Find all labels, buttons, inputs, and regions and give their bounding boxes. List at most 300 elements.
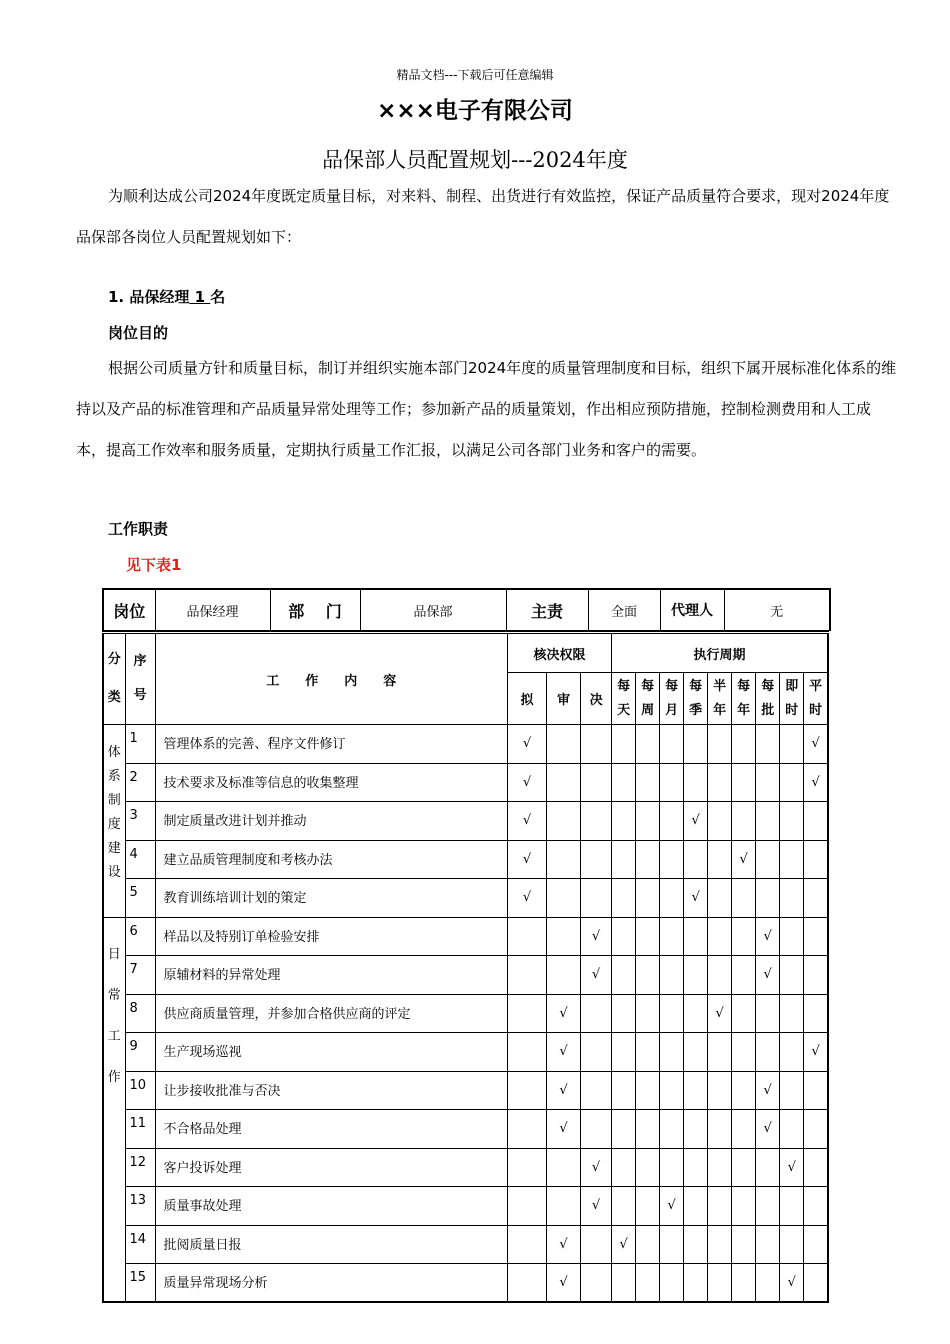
cycle-col-char: 每 [617,678,631,694]
category-char: 设 [107,865,121,880]
cycle-cell [708,879,732,918]
authority-cell [507,1225,546,1264]
category-cell [103,917,125,1302]
cycle-cell [780,994,804,1033]
table-row [103,956,828,995]
authority-cell [581,763,612,802]
cycle-cell [708,1225,732,1264]
cycle-cell [804,1187,828,1226]
cycle-cell [708,1033,732,1072]
cycle-cell [612,1110,636,1149]
authority-cell: √ [581,917,612,956]
cycle-cell [708,1187,732,1226]
category-char: 体 [107,745,121,760]
cycle-col [612,673,636,725]
cycle-cell: √ [804,725,828,764]
authority-cell [581,879,612,918]
cycle-cell [780,725,804,764]
purpose-heading: 岗位目的 [108,324,169,342]
authority-cell [581,1225,612,1264]
cycle-cell [780,802,804,841]
authority-cell [547,1187,581,1226]
cycle-col-char: 时 [809,702,823,718]
cycle-cell [756,1225,780,1264]
cycle-cell [780,1071,804,1110]
category-char: 工 [107,1028,121,1044]
cycle-cell [732,763,756,802]
duties-heading: 工作职责 [108,520,169,538]
authority-col: 审 [547,673,581,725]
cycle-cell [684,956,708,995]
row-task: 让步接收批准与否决 [155,1071,507,1110]
row-task: 样品以及特别订单检验安排 [155,917,507,956]
cycle-cell [732,725,756,764]
dept-label: 部 门 [270,589,360,631]
authority-cell: √ [507,763,546,802]
row-number: 11 [125,1110,155,1149]
authority-cell: √ [581,1187,612,1226]
cycle-cell [636,802,660,841]
cycle-col-char: 天 [617,702,631,718]
cycle-cell: √ [756,1071,780,1110]
cycle-cell [612,879,636,918]
cycle-col-char: 年 [713,702,727,718]
authority-cell [507,917,546,956]
cycle-cell [612,1187,636,1226]
cycle-cell [804,1264,828,1303]
cycle-cell: √ [660,1187,684,1226]
authority-cell [581,1264,612,1303]
cycle-cell [804,1071,828,1110]
company-title: ×××电子有限公司 [377,98,573,124]
cycle-cell [708,725,732,764]
cycle-cell [732,1110,756,1149]
row-task: 教育训练培训计划的策定 [155,879,507,918]
table-row [103,1225,828,1264]
cycle-col [804,673,828,725]
cycle-cell [684,840,708,879]
row-number: 1 [125,725,155,764]
cycle-cell [684,725,708,764]
cycle-cell [780,956,804,995]
cycle-cell [732,994,756,1033]
col-category-char: 分 [107,652,121,667]
cycle-cell [612,994,636,1033]
authority-cell [581,1033,612,1072]
resp-value: 全面 [588,589,660,631]
row-number: 3 [125,802,155,841]
cycle-cell [732,1264,756,1303]
dept-value: 品保部 [360,589,506,631]
cycle-cell [684,763,708,802]
cycle-cell [636,763,660,802]
cycle-cell [660,917,684,956]
authority-cell: √ [547,1033,581,1072]
cycle-col [780,673,804,725]
intro-paragraph: 为顺利达成公司2024年度既定质量目标，对来料、制程、出货进行有效监控，保证产品质量符合要求，现对2024年度品保部各岗位人员配置规划如下： [76,187,890,246]
cycle-col-char: 年 [737,702,751,718]
cycle-cell [612,956,636,995]
cycle-cell: √ [708,994,732,1033]
cycle-cell [780,1225,804,1264]
cycle-cell [756,879,780,918]
duty-table [102,588,829,1291]
cycle-col [708,673,732,725]
cycle-cell [708,1110,732,1149]
cycle-cell: √ [780,1264,804,1303]
cycle-cell [708,1148,732,1187]
agent-value: 无 [724,589,830,631]
section-suffix: 名 [210,288,226,306]
cycle-cell [804,994,828,1033]
cycle-cell [636,994,660,1033]
cycle-cell [636,1148,660,1187]
authority-cell: √ [547,994,581,1033]
cycle-cell [660,725,684,764]
col-seq [125,633,155,725]
header-row [103,633,828,673]
cycle-cell [636,1187,660,1226]
authority-cell [547,802,581,841]
cycle-cell [684,994,708,1033]
cycle-cell [636,840,660,879]
row-task: 不合格品处理 [155,1110,507,1149]
table-row [103,802,828,841]
category-char: 度 [107,817,121,832]
authority-cell [507,956,546,995]
table-row [103,763,828,802]
see-table-note: 见下表1 [126,556,182,574]
cycle-col-char: 平 [809,678,823,694]
cycle-cell [708,1071,732,1110]
category-char: 常 [107,987,121,1003]
authority-cell [581,994,612,1033]
cycle-col-char: 即 [785,678,799,694]
cycle-cell [756,840,780,879]
cycle-cell [804,840,828,879]
purpose-paragraph: 根据公司质量方针和质量目标，制订并组织实施本部门2024年度的质量管理制度和目标，组织下属开展标准化体系的维持以及产品的标准管理和产品质量异常处理等工作；参加新产品的质量策划，作出相应预防措施，控制检测费用和人工成本，提高工作效率和服务质量，定期执行质量工作汇报，以满足公司各部门业务和客户的需要。 [76,359,897,459]
authority-cell: √ [507,879,546,918]
category-cell [103,725,125,918]
duty-grid [102,631,829,1303]
cycle-cell [636,1071,660,1110]
resp-label: 主责 [506,589,588,631]
cycle-cell [780,1033,804,1072]
document-subtitle: 品保部人员配置规划---2024年度 [322,148,628,172]
cycle-cell [612,1148,636,1187]
cycle-cell [684,1264,708,1303]
cycle-cell [660,1033,684,1072]
table-row [103,879,828,918]
cycle-cell [612,763,636,802]
cycle-cell [660,956,684,995]
authority-cell [581,725,612,764]
cycle-cell: √ [612,1225,636,1264]
row-number: 13 [125,1187,155,1226]
header-note: 精品文档---下载后可任意编辑 [396,68,554,82]
cycle-cell [636,1225,660,1264]
category-char: 系 [107,769,121,784]
cycle-cell [780,1110,804,1149]
cycle-cell [660,1264,684,1303]
post-label: 岗位 [103,589,155,631]
cycle-cell [612,1033,636,1072]
cycle-cell [684,1148,708,1187]
row-number: 5 [125,879,155,918]
row-task: 质量异常现场分析 [155,1264,507,1303]
cycle-cell [732,1071,756,1110]
row-task: 技术要求及标准等信息的收集整理 [155,763,507,802]
table-row [103,1148,828,1187]
cycle-cell [708,802,732,841]
table-row [103,1071,828,1110]
category-char: 制 [107,793,121,808]
cycle-cell [612,917,636,956]
authority-cell: √ [507,725,546,764]
authority-cell [507,994,546,1033]
cycle-cell [732,956,756,995]
cycle-cell: √ [756,956,780,995]
cycle-cell [804,1110,828,1149]
cycle-cell [780,879,804,918]
row-number: 7 [125,956,155,995]
cycle-cell [660,879,684,918]
authority-cell [507,1071,546,1110]
authority-col: 决 [581,673,612,725]
cycle-cell [804,917,828,956]
cycle-col-char: 每 [689,678,703,694]
cycle-col-char: 每 [761,678,775,694]
cycle-cell [636,1110,660,1149]
cycle-col-char: 每 [665,678,679,694]
cycle-col [660,673,684,725]
cycle-cell [756,994,780,1033]
row-number: 14 [125,1225,155,1264]
table-header-info [102,588,831,631]
cycle-col [636,673,660,725]
cycle-col [684,673,708,725]
cycle-cell [636,1264,660,1303]
cycle-cell [660,802,684,841]
row-number: 9 [125,1033,155,1072]
cycle-cell [684,1033,708,1072]
cycle-cell: √ [684,879,708,918]
cycle-cell [732,879,756,918]
col-category-char: 类 [107,690,121,705]
cycle-cell [804,956,828,995]
authority-cell [507,1264,546,1303]
authority-cell [547,763,581,802]
cycle-col-char: 每 [737,678,751,694]
cycle-cell [708,1264,732,1303]
table-row [103,725,828,764]
cycle-cell [732,1187,756,1226]
cycle-header: 执行周期 [612,633,828,673]
col-category [103,633,125,725]
cycle-cell [660,1225,684,1264]
cycle-cell [612,1071,636,1110]
cycle-cell [636,879,660,918]
cycle-cell: √ [804,763,828,802]
row-task: 原辅材料的异常处理 [155,956,507,995]
authority-cell: √ [581,1148,612,1187]
row-task: 建立品质管理制度和考核办法 [155,840,507,879]
cycle-cell [612,725,636,764]
authority-cell [581,1110,612,1149]
category-char: 建 [107,841,121,856]
section-prefix: 1. 品保经理 [108,288,190,306]
cycle-cell [780,763,804,802]
row-task: 制定质量改进计划并推动 [155,802,507,841]
cycle-cell [612,802,636,841]
row-number: 6 [125,917,155,956]
cycle-col-char: 周 [641,702,655,718]
authority-cell: √ [507,840,546,879]
cycle-cell [780,840,804,879]
cycle-cell: √ [780,1148,804,1187]
category-char: 作 [107,1069,121,1085]
table-row [103,840,828,879]
authority-cell [507,1187,546,1226]
authority-cell: √ [547,1110,581,1149]
cycle-cell [756,1264,780,1303]
col-seq-char: 序 [133,654,147,669]
authority-cell [507,1110,546,1149]
row-task: 批阅质量日报 [155,1225,507,1264]
row-number: 10 [125,1071,155,1110]
cycle-cell [756,802,780,841]
cycle-col-char: 半 [713,678,727,694]
cycle-cell [684,1071,708,1110]
cycle-col-char: 每 [641,678,655,694]
cycle-cell [756,763,780,802]
authority-cell: √ [507,802,546,841]
col-content: 工 作 内 容 [155,633,507,725]
cycle-cell [684,1225,708,1264]
cycle-cell: √ [756,1110,780,1149]
cycle-cell [636,956,660,995]
cycle-cell [660,840,684,879]
cycle-cell [636,725,660,764]
table-row [103,1033,828,1072]
cycle-cell [660,994,684,1033]
cycle-cell [708,917,732,956]
row-task: 管理体系的完善、程序文件修订 [155,725,507,764]
cycle-cell [660,1148,684,1187]
cycle-cell [684,1110,708,1149]
authority-cell [547,1148,581,1187]
cycle-cell [732,917,756,956]
row-number: 4 [125,840,155,879]
category-char: 日 [107,946,121,962]
row-task: 质量事故处理 [155,1187,507,1226]
cycle-cell: √ [684,802,708,841]
cycle-cell [756,1187,780,1226]
cycle-col [756,673,780,725]
cycle-cell [804,1225,828,1264]
authority-cell: √ [547,1264,581,1303]
row-task: 生产现场巡视 [155,1033,507,1072]
authority-cell [581,802,612,841]
cycle-cell [780,917,804,956]
authority-cell [547,840,581,879]
table-row [103,1187,828,1226]
cycle-cell [708,956,732,995]
cycle-cell [660,1110,684,1149]
authority-cell: √ [547,1071,581,1110]
cycle-cell [684,1187,708,1226]
table-row [103,1110,828,1149]
authority-header: 核决权限 [507,633,611,673]
authority-cell [507,1148,546,1187]
row-number: 15 [125,1264,155,1303]
cycle-cell [708,840,732,879]
cycle-cell: √ [756,917,780,956]
authority-col: 拟 [507,673,546,725]
authority-cell [581,840,612,879]
cycle-cell: √ [804,1033,828,1072]
cycle-cell [660,1071,684,1110]
authority-cell [547,917,581,956]
cycle-cell [756,1148,780,1187]
cycle-col-char: 批 [761,702,775,718]
cycle-cell [732,1148,756,1187]
authority-cell: √ [581,956,612,995]
cycle-col-char: 时 [785,702,799,718]
table-row [103,994,828,1033]
authority-cell: √ [547,1225,581,1264]
cycle-cell [612,840,636,879]
row-number: 12 [125,1148,155,1187]
row-task: 供应商质量管理，并参加合格供应商的评定 [155,994,507,1033]
cycle-cell [636,1033,660,1072]
cycle-col-char: 月 [665,702,679,718]
cycle-cell [612,1264,636,1303]
authority-cell [507,1033,546,1072]
cycle-cell [756,725,780,764]
cycle-col [732,673,756,725]
cycle-cell [660,763,684,802]
authority-cell [547,725,581,764]
cycle-cell [732,1225,756,1264]
cycle-cell [732,1033,756,1072]
col-seq-char: 号 [133,688,147,703]
agent-label: 代理人 [660,589,724,631]
authority-cell [547,956,581,995]
authority-cell [547,879,581,918]
row-task: 客户投诉处理 [155,1148,507,1187]
table-row [103,917,828,956]
row-number: 2 [125,763,155,802]
cycle-cell [756,1033,780,1072]
post-value: 品保经理 [155,589,270,631]
cycle-cell [804,1148,828,1187]
authority-cell [581,1071,612,1110]
cycle-cell [708,763,732,802]
table-row [103,1264,828,1303]
cycle-cell [780,1187,804,1226]
cycle-cell [684,917,708,956]
cycle-cell: √ [732,840,756,879]
cycle-cell [804,879,828,918]
cycle-col-char: 季 [689,702,703,718]
cycle-cell [636,917,660,956]
cycle-cell [732,802,756,841]
cycle-cell [804,802,828,841]
section-heading-manager [108,286,225,307]
row-number: 8 [125,994,155,1033]
section-count: 1 [189,288,211,306]
